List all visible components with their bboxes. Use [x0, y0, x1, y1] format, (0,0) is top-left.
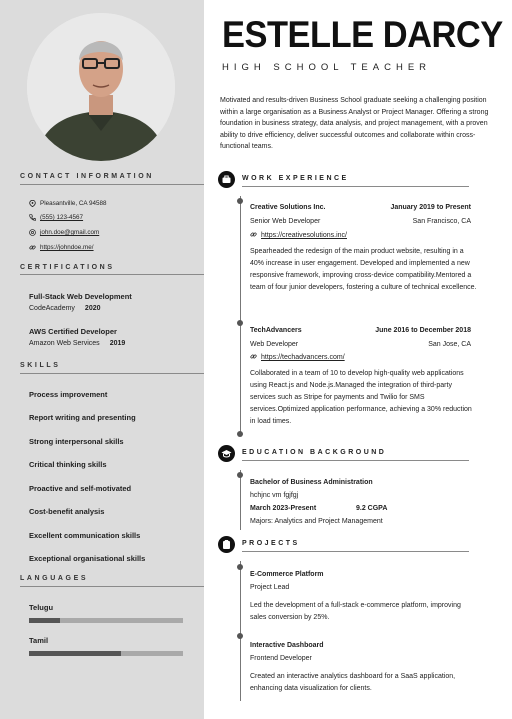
skill-item: Cost-benefit analysis: [29, 507, 105, 516]
full-name: ESTELLE DARCY: [222, 14, 503, 55]
briefcase-icon: [218, 171, 235, 188]
education-dates: March 2023-Present: [250, 505, 317, 512]
project-role: Project Lead: [250, 584, 290, 591]
phone-link[interactable]: (555) 123-4567: [40, 214, 84, 221]
project-name: E-Commerce Platform: [250, 571, 324, 578]
projects-divider: [242, 551, 469, 552]
timeline-dot: [237, 633, 243, 639]
skill-item: Critical thinking skills: [29, 460, 107, 469]
language-level-fill: [29, 651, 121, 656]
cert-year: 2020: [84, 305, 101, 312]
projects-timeline: [240, 561, 242, 701]
contact-website[interactable]: [29, 244, 94, 251]
job-url-row[interactable]: [250, 353, 345, 362]
clipboard-icon: [218, 536, 235, 553]
skills-divider: [20, 373, 204, 374]
cert-year: 2019: [109, 340, 126, 347]
certifications-divider: [20, 274, 204, 275]
timeline-dot: [237, 564, 243, 570]
website-link[interactable]: https://johndoe.me/: [40, 244, 94, 251]
project-description: Created an interactive analytics dashboard for a SaaS application, enhancing data visualization for clients.: [250, 673, 456, 692]
contact-location: [29, 200, 107, 207]
email-link[interactable]: john.doe@gmail.com: [40, 229, 100, 236]
link-icon: [250, 353, 257, 362]
project-role: Frontend Developer: [250, 655, 312, 662]
job-url-link[interactable]: https://techadvancers.com/: [261, 354, 345, 361]
language-name: Telugu: [29, 603, 54, 612]
job-description: Spearheaded the redesign of the main product website, resulting in a 40% increase in user engagement. Developed and implemented a new responsive framework, improving cross-device compatibility.Mentored a team of four junior developers, fostering a culture of technical excellence.: [250, 248, 477, 291]
job-title: Web Developer: [250, 341, 299, 348]
link-icon: [250, 231, 257, 240]
skill-item: Exceptional organisational skills: [29, 554, 146, 563]
certifications-heading: CERTIFICATIONS: [20, 264, 115, 271]
skills-heading: SKILLS: [20, 362, 61, 369]
contact-email[interactable]: [29, 229, 99, 236]
education-divider: [242, 460, 469, 461]
cert-title: AWS Certified Developer: [29, 327, 117, 336]
work-heading: WORK EXPERIENCE: [242, 175, 349, 182]
job-url-row[interactable]: [250, 231, 347, 240]
job-company: Creative Solutions Inc.: [250, 204, 326, 211]
project-name: Interactive Dashboard: [250, 642, 324, 649]
skill-item: Excellent communication skills: [29, 531, 141, 540]
timeline-dot: [237, 472, 243, 478]
main-content: [204, 0, 512, 719]
job-description: Collaborated in a team of 10 to develop high-quality web applications using React.js and Node.js.Managed the integration of third-party services such as Stripe for payments and Twilio for SMS services.Optimized application performance, achieving a 30% reduction in load times.: [250, 370, 472, 425]
contact-phone[interactable]: [29, 214, 83, 221]
work-divider: [242, 186, 469, 187]
phone-icon: [29, 214, 36, 221]
graduation-cap-icon: [218, 445, 235, 462]
education-heading: EDUCATION BACKGROUND: [242, 449, 387, 456]
contact-heading: CONTACT INFORMATION: [20, 173, 154, 180]
skill-item: Process improvement: [29, 390, 108, 399]
cert-issuer-line: [29, 305, 101, 312]
job-url-link[interactable]: https://creativesolutions.inc/: [261, 232, 347, 239]
location-text: Pleasantville, CA 94588: [40, 200, 107, 207]
profile-photo: [27, 13, 175, 161]
cert-issuer: CodeAcademy: [29, 305, 75, 312]
at-sign-icon: [29, 229, 36, 236]
skill-item: Report writing and presenting: [29, 413, 136, 422]
link-icon: [29, 244, 36, 251]
job-dates: June 2016 to December 2018: [375, 327, 471, 334]
timeline-dot: [237, 431, 243, 437]
school-name: hchjnc vm fgjfgj: [250, 492, 299, 499]
language-level-fill: [29, 618, 60, 623]
job-location: San Francisco, CA: [412, 218, 471, 225]
timeline-dot: [237, 320, 243, 326]
project-description: Led the development of a full-stack e-commerce platform, improving sales conversion by 25%.: [250, 602, 461, 621]
language-name: Tamil: [29, 636, 49, 645]
education-timeline: [240, 470, 242, 530]
education-majors: Majors: Analytics and Project Management: [250, 518, 383, 525]
job-location: San Jose, CA: [428, 341, 471, 348]
projects-heading: PROJECTS: [242, 540, 300, 547]
language-level-bar: [29, 618, 183, 623]
sidebar: [0, 0, 204, 719]
job-dates: January 2019 to Present: [390, 204, 471, 211]
degree-name: Bachelor of Business Administration: [250, 479, 373, 486]
cert-issuer-line: [29, 340, 125, 347]
languages-heading: LANGUAGES: [20, 575, 89, 582]
language-level-bar: [29, 651, 183, 656]
education-gpa: 9.2 CGPA: [356, 505, 388, 512]
job-title: HIGH SCHOOL TEACHER: [222, 62, 432, 73]
skill-item: Strong interpersonal skills: [29, 437, 124, 446]
skill-item: Proactive and self-motivated: [29, 484, 132, 493]
cert-title: Full-Stack Web Development: [29, 292, 132, 301]
location-pin-icon: [29, 200, 36, 207]
contact-divider: [20, 184, 204, 185]
languages-divider: [20, 586, 204, 587]
work-timeline: [240, 196, 242, 434]
cert-issuer: Amazon Web Services: [29, 340, 100, 347]
timeline-dot: [237, 198, 243, 204]
job-company: TechAdvancers: [250, 327, 302, 334]
job-title: Senior Web Developer: [250, 218, 321, 225]
profile-summary: Motivated and results-driven Business School graduate seeking a challenging position within a large organisation as a Business Analyst or Project Manager. Offering a strong foundation in business strategy, data analysis, and project management, with a proven ability to drive efficiency, deliver successful outcomes and collaborate within cross-functional teams.: [220, 97, 489, 150]
